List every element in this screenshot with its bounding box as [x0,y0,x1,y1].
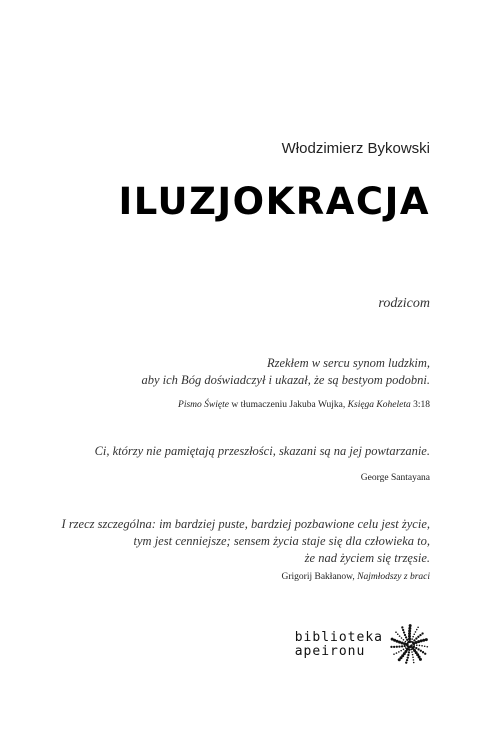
publisher-line-2: apeironu [294,644,366,659]
epigraph-2-line-1: Ci, którzy nie pamiętają przeszłości, skazani są na jej powtarzanie. [94,444,430,458]
epigraph-2-source: George Santayana [360,473,430,483]
epigraph-3-line-2: tym jest cenniejsze; sensem życia staje się dla człowieka to, [133,534,430,548]
publisher-logo [295,624,431,666]
epigraph-1 [141,355,430,389]
epigraph-1-source [178,400,430,410]
source-1-italic-b: Księga Koheleta [347,400,411,410]
spiral-dots-logo-icon [389,624,431,666]
epigraph-1-line-1: Rzekłem w sercu synom ludzkim, [266,356,430,370]
author-name: Włodzimierz Bykowski [281,140,430,157]
source-3-italic: Najmłodszy z braci [357,572,430,582]
publisher-name [295,631,383,659]
epigraph-3-source [282,572,430,582]
epigraph-1-line-2: aby ich Bóg doświadczył i ukazał, że są bestyom podobni. [141,373,430,387]
epigraph-3-line-1: I rzecz szczególna: im bardziej puste, bardziej pozbawione celu jest życie, [61,517,430,531]
book-title: ILUZJOKRACJA [118,180,430,223]
source-3-text: Grigorij Bakłanow, [281,572,358,582]
source-1-text-b: 3:18 [410,400,430,410]
source-1-text-a: w tłumaczeniu Jakuba Wujka, [228,400,348,410]
dedication: rodzicom [378,296,430,311]
epigraph-3 [62,516,430,567]
source-1-italic-a: Pismo Święte [178,400,229,410]
epigraph-3-line-3: że nad życiem się trzęsie. [304,551,430,565]
publisher-line-1: biblioteka [294,630,383,645]
epigraph-2 [95,443,430,460]
